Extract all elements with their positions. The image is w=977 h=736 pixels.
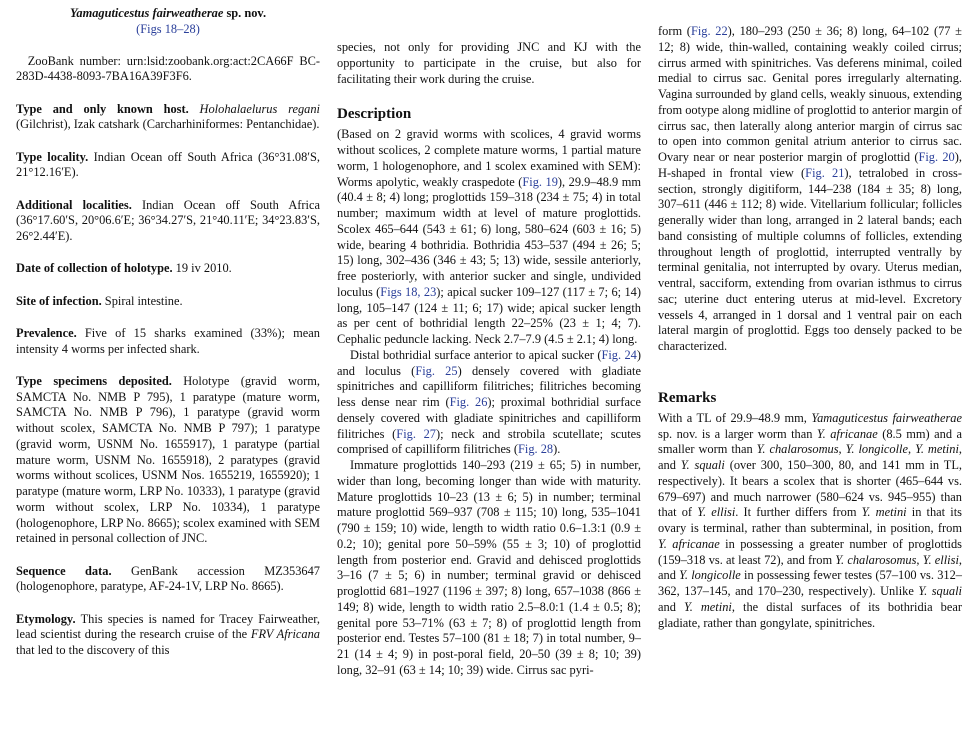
paragraph (16, 54, 320, 86)
paragraph (337, 127, 641, 348)
body-text: 19 iv 2010. (175, 261, 232, 276)
figure-link[interactable]: Fig. 25 (415, 363, 458, 378)
italic-text: Y. longicolle (845, 442, 909, 457)
section-label: Prevalence. (16, 325, 85, 340)
body-text: , the distal surfaces of its bothridia bear gladiate, rather than gongylate, spinitriches. (658, 599, 963, 630)
column-3 (658, 24, 962, 631)
body-text: form ( (658, 24, 691, 38)
body-text: in possessing a greater number of proglottids (159–318 vs. at least 72), and from (658, 536, 962, 567)
italic-text: Y. metini (915, 442, 959, 457)
body-text: in possessing fewer testes (57–100 vs. 312–362, 137–145, and 170–230, respectively). Unlike (658, 568, 962, 598)
body-text: ) and loculus ( (337, 347, 641, 378)
italic-text: Y. metini (683, 599, 732, 614)
italic-text: Y. chalarosomus (756, 442, 839, 457)
paragraph (16, 102, 320, 134)
description-body (337, 127, 641, 678)
paragraph (16, 612, 320, 659)
figure-link[interactable]: Fig. 26 (449, 395, 488, 409)
figure-link[interactable]: Figs 18, 23 (380, 284, 437, 299)
body-text: (over 300, 150–300, 80, and 141 mm in TL, respectively). It bears a scolex that is shorter (465–644 vs. 679–697) and much narrower (580–624 vs. 945–955) than that of (658, 458, 962, 520)
body-text: ); proximal bothridial surface densely covered with gladiate spinitriches and capilliform filitriches ( (337, 395, 642, 441)
section-label: Additional localities. (16, 197, 142, 212)
section-label: Type locality. (16, 149, 94, 164)
paragraph (337, 40, 641, 87)
paragraph (16, 564, 320, 596)
section-label: Type and only known host. (16, 101, 200, 116)
paragraph (16, 198, 320, 245)
column-1 (16, 6, 320, 659)
body-text: , and (658, 552, 962, 583)
italic-text: Y. ellisi (922, 552, 959, 567)
body-text: . It further differs from (735, 505, 862, 520)
figure-link[interactable]: Fig. 24 (601, 347, 637, 362)
body-text: Indian Ocean off South Africa (36°31.08′S, 21°12.16′E). (16, 149, 321, 180)
paragraph (337, 348, 641, 458)
paragraph (16, 326, 320, 358)
italic-text: Y. africanae (658, 536, 720, 551)
body-text: This species is named for Tracey Fairweather, lead scientist during the research cruise of the (16, 611, 320, 642)
italic-text: FRV Africana (250, 627, 320, 642)
paragraph (337, 458, 641, 679)
body-text: and (658, 599, 684, 614)
body-text: (Gilchrist), Izak catshark (Carcharhiniformes: Pentanchidae). (16, 117, 320, 132)
section-label: Etymology. (16, 611, 81, 626)
figure-link[interactable]: Fig. 28 (517, 442, 554, 457)
body-text: ZooBank number: urn:lsid:zoobank.org:act:2CA66F BC-283D-4438-8093-7BA16A39F3F6. (16, 53, 320, 84)
body-text: sp. nov. is a larger worm than (658, 426, 817, 441)
italic-text: Y. squali (918, 584, 962, 598)
section-label: Sequence data. (16, 563, 132, 578)
paragraph (16, 150, 320, 182)
italic-text: Y. squali (680, 458, 725, 472)
italic-text: Yamaguticestus fairweatherae (811, 410, 963, 425)
figure-link[interactable]: Fig. 21 (805, 165, 845, 180)
body-text: GenBank accession MZ353647 (hologenophore, paratype, AF-24-1V, LRP No. 8665). (16, 563, 320, 594)
figures-link[interactable]: (Figs 18–28) (136, 21, 200, 36)
figure-link[interactable]: Fig. 20 (918, 150, 955, 164)
body-text: (8.5 mm) and a smaller worm than (658, 426, 962, 457)
body-text: Spiral intestine. (104, 293, 183, 308)
section-label: Date of collection of holotype. (16, 261, 176, 276)
body-text: , (838, 442, 846, 457)
section-label: Type specimens deposited. (16, 373, 184, 388)
italic-text: Y. ellisi (697, 505, 736, 520)
body-text: ), 29.9–48.9 mm (40.4 ± 8; 4) long; proglottids 159–318 (234 ± 75; 4) in total number; maximum width at level of mature proglottids. Scolex 465–644 (543 ± 61; 6) long, 580–624 (603 ± 16; 5) wide, bearing 4 bothridia. Bothridia 453–537 (494 ± 26; 5; 15) long, 302–436 (346 ± 43; 5; 13) wide, sessile anteriorly, free posteriorly, with anterior sucker and single, undivided loculus ( (337, 174, 641, 299)
italic-text: Y. longicolle (679, 568, 741, 583)
remarks-body (658, 411, 962, 632)
italic-text: Holohalaelurus regani (199, 101, 320, 116)
col1-body (16, 54, 320, 659)
body-text: ), 180–293 (250 ± 36; 8) long, 64–102 (77 ± 12; 8) wide, thin-walled, containing weakly coiled cirrus; cirrus armed with spinitriches. Vas deferens minimal, coiled medial to cirrus sac. Genital pores irregularly alternating. Vagina surrounded by gland cells, weakly sinuous, extending from ootype along midline of proglottid to anterior margin of cirrus sac, then laterally along anterior margin of cirrus sac to open into common genital atrium anterior to cirrus sac. Ovary near or near posterior margin of proglottid ( (658, 24, 962, 164)
section-label: Site of infection. (16, 293, 105, 308)
italic-text: Y. metini (861, 505, 907, 520)
body-text: ), tetralobed in cross-section, strongly digitiform, 144–238 (184 ± 35; 8) long, 307–611 (446 ± 112; 8) wide. Vitellarium follicular; follicles generally wider than long, arranged in 2 lateral bands; each band consisting of multiple columns of follicles, extending throughout length of proglottid, interrupted ventrally by terminal genitalia, not interrupted by ovary. Uterus median, ventral, sacciform, extending from ovarian isthmus to cirrus sac; uterine duct entering uterus at mid-level. Excretory vessels 4, arranged in 1 dorsal and 1 ventral pair on each lateral margin of proglottid. Eggs too densely packed to be characterized. (658, 165, 962, 353)
body-text: , (916, 552, 923, 567)
paragraph (658, 411, 962, 632)
body-text: ); apical sucker 109–127 (117 ± 7; 6; 14) long, 105–147 (124 ± 11; 6; 17) wide; apical sucker length as per cent of bothridial length 22–25% (23 ± 1; 4; 7). Cephalic peduncle lacking. Neck 2.7–7.9 (4.5 ± 2.1; 4) long. (337, 284, 641, 346)
body-text: ). (553, 442, 561, 457)
body-text: , and (658, 442, 962, 472)
description-heading: Description (337, 106, 412, 123)
body-text: Distal bothridial surface anterior to apical sucker ( (350, 347, 602, 362)
paragraph (16, 294, 320, 310)
figure-link[interactable]: Fig. 27 (396, 426, 437, 441)
body-text: Immature proglottids 140–293 (219 ± 65; 5) in number, wider than long, becoming longer than wide with maturity. Mature proglottids 10–23 (13 ± 6; 5) in number; terminal mature proglottid 569–937 (708 ± 115; 10) long, 535–1041 (790 ± 159; 10) wide, length to width ratio 0.6–1.3:1 (0.9 ± 0.2; 10); genital pore 50–59% (55 ± 3; 10) of proglottid length from posterior end. Gravid and dehisced proglottids 3–16 (7 ± 5; 6) in number; terminal gravid or dehisced proglottid 681–1927 (1196 ± 397; 8) long, 657–1038 (866 ± 149; 8) wide, length to width ratio 2.5–8.0:1 (1.4 ± 0.5; 8); genital pore 53–71% (63 ± 7; 8) of proglottid length from posterior end. Testes 57–100 (81 ± 18; 7) in total number, 9–21 (14 ± 4; 9) in post-poral field, 20–50 (39 ± 8; 10; 39) long, 32–91 (63 ± 14; 10; 39) wide. Cirrus sac pyri- (337, 458, 641, 677)
body-text: Indian Ocean off South Africa (36°17.60′S, 20°06.6′E; 36°34.27′S, 21°40.11′E; 34°23.83′S, 26°2.44′E). (16, 197, 320, 243)
figure-link[interactable]: Fig. 22 (690, 24, 728, 38)
paragraph (16, 374, 320, 547)
remarks-heading: Remarks (658, 389, 717, 406)
species-title: Yamaguticestus fairweatherae sp. nov. (69, 6, 267, 20)
body-text: ), H-shaped in frontal view ( (658, 150, 962, 180)
body-text: , (908, 442, 916, 457)
body-text: (Based on 2 gravid worms with scolices, 4 gravid worms without scolices, 2 complete mature worms, 1 partial mature worm, 1 hologenophore, and 1 scolex examined with SEM): Worms apolytic, weakly craspedote ( (337, 127, 641, 189)
body-text: in that its ovary is terminal, rather than subterminal, in position, from (658, 505, 962, 535)
italic-text: Y. chalarosomus (835, 552, 917, 567)
body-text: that led to the discovery of this (16, 643, 170, 657)
body-text: ); neck and strobila scutellate; scutes comprised of capilliform filitriches ( (337, 426, 641, 457)
body-text: Five of 15 sharks examined (33%); mean intensity 4 worms per infected shark. (16, 325, 320, 356)
body-text: ) densely covered with gladiate spinitriches and capilliform filitriches; filitriches becoming less dense near rim ( (337, 363, 641, 409)
italic-text: Y. africanae (816, 426, 878, 441)
body-text: Holotype (gravid worm, SAMCTA No. NMB P 795), 1 paratype (mature worm, SAMCTA No. NMB P 796), 1 paratype (gravid worm without scolex, SAMCTA No. NMB P 797); 1 paratype (gravid worm, USNM No. 1655917), 1 paratype (partial mature worm, USNM No. 1655918), 2 paratypes (gravid worms without scolices, USNM Nos. 1655219, 1655920); 1 paratype (mature worm, LRP No. 10333), 1 paratype (gravid worm without scolex, LRP No. 10334), 1 paratype (hologenophore, LRP No. 8665); scolex examined with SEM retained in personal collection of JNC. (16, 373, 320, 546)
body-text: species, not only for providing JNC and KJ with the opportunity to participate in the cruise, but also for facilitating their work during the cruise. (337, 40, 641, 86)
etymology-continued (337, 40, 641, 87)
column-2 (337, 40, 641, 679)
figure-link[interactable]: Fig. 19 (522, 174, 558, 189)
paragraph (658, 24, 962, 355)
paragraph (16, 261, 320, 277)
body-text: With a TL of 29.9–48.9 mm, (658, 410, 812, 425)
description-continued (658, 24, 962, 355)
